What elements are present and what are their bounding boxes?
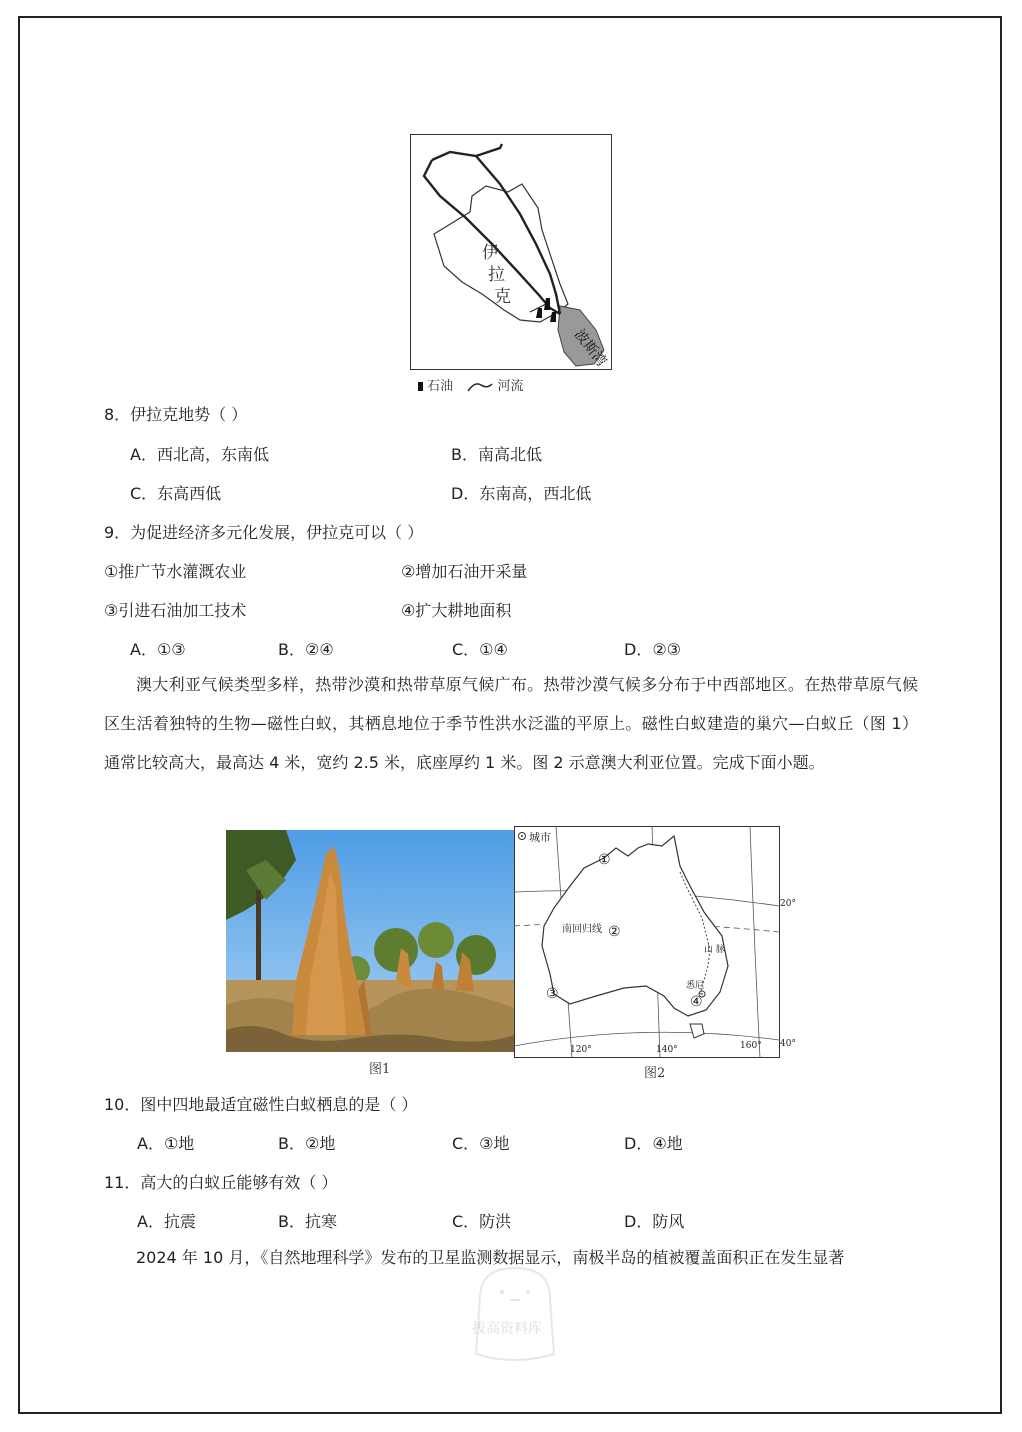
passage-antarctic: 2024 年 10 月，《自然地理科学》发布的卫星监测数据显示，南极半岛的植被覆盖面积正在发生显著: [136, 1248, 845, 1267]
legend-river: 河流: [497, 379, 524, 394]
q8-stem: 8．伊拉克地势（ ）: [104, 405, 248, 424]
marker-3: ③: [546, 986, 559, 1002]
lat-40-label: 40°: [780, 1039, 796, 1049]
q9-statement-2: ②增加石油开采量: [401, 562, 528, 581]
map-legend-city: 城市: [529, 831, 551, 844]
gulf-label: 波斯湾: [570, 326, 610, 370]
tropic-label: 南回归线: [562, 924, 602, 935]
lat-20-label: 20°: [780, 899, 796, 909]
iraq-label-2: 拉: [488, 265, 505, 285]
q11-stem: 11．高大的白蚁丘能够有效（ ）: [104, 1173, 338, 1192]
q9-statement-3: ③引进石油加工技术: [104, 601, 247, 620]
legend-oil: 石油: [427, 379, 454, 394]
q9-option-a[interactable]: A．①③: [130, 640, 186, 659]
passage-australia: 澳大利亚气候类型多样，热带沙漠和热带草原气候广布。热带沙漠气候多分布于中西部地区。在热带草原气候区生活着独特的生物—磁性白蚁，其栖息地位于季节性洪水泛滥的平原上。磁性白蚁建造的巢穴—白蚁丘（图 1）通常比较高大，最高达 4 米，宽约 2.5 米，底座厚约 1 米。图 2 示意澳大利亚位置。完成下面小题。: [104, 675, 918, 772]
q11-option-a[interactable]: A．抗震: [137, 1212, 196, 1231]
q9-option-b[interactable]: B．②④: [278, 640, 334, 659]
q10-option-d[interactable]: D．④地: [624, 1134, 683, 1153]
iraq-legend: [418, 375, 523, 394]
lon-120-label: 120°: [570, 1045, 592, 1055]
q9-statement-1: ①推广节水灌溉农业: [104, 562, 247, 581]
river-icon: [467, 381, 493, 393]
fig1-caption: 图1: [369, 1062, 391, 1077]
mountain-label: 山 脉: [704, 945, 725, 955]
q10-option-a[interactable]: A．①地: [137, 1134, 195, 1153]
q10-stem: 10．图中四地最适宜磁性白蚁栖息的是（ ）: [104, 1095, 418, 1114]
lon-140-label: 140°: [656, 1045, 678, 1055]
q10-option-b[interactable]: B．②地: [278, 1134, 336, 1153]
oil-icon: [418, 382, 423, 391]
q9-option-c[interactable]: C．①④: [452, 640, 508, 659]
iraq-map: [410, 134, 612, 370]
watermark: [450, 1258, 580, 1368]
marker-4: ④: [690, 994, 703, 1010]
q9-statement-4: ④扩大耕地面积: [401, 601, 512, 620]
city-label: 悉尼: [686, 981, 705, 991]
iraq-label-3: 克: [494, 287, 511, 307]
watermark-text: 拔高资料库: [472, 1321, 542, 1337]
q9-option-d[interactable]: D．②③: [624, 640, 682, 659]
marker-1: ①: [598, 852, 611, 868]
q8-option-c[interactable]: C．东高西低: [130, 484, 222, 503]
termite-mound-photo: [226, 830, 514, 1052]
q11-option-d[interactable]: D．防风: [624, 1212, 685, 1231]
lon-160-label: 160°: [740, 1041, 762, 1051]
q11-option-b[interactable]: B．抗寒: [278, 1212, 337, 1231]
iraq-label-1: 伊: [482, 243, 499, 263]
q9-stem: 9．为促进经济多元化发展，伊拉克可以（ ）: [104, 523, 424, 542]
q11-option-c[interactable]: C．防洪: [452, 1212, 512, 1231]
fig2-caption: 图2: [644, 1066, 666, 1081]
marker-2: ②: [608, 924, 621, 940]
q8-option-a[interactable]: A．西北高，东南低: [130, 445, 269, 464]
q8-option-d[interactable]: D．东南高，西北低: [451, 484, 592, 503]
australia-map: [514, 826, 804, 1058]
q8-option-b[interactable]: B．南高北低: [451, 445, 542, 464]
q10-option-c[interactable]: C．③地: [452, 1134, 510, 1153]
